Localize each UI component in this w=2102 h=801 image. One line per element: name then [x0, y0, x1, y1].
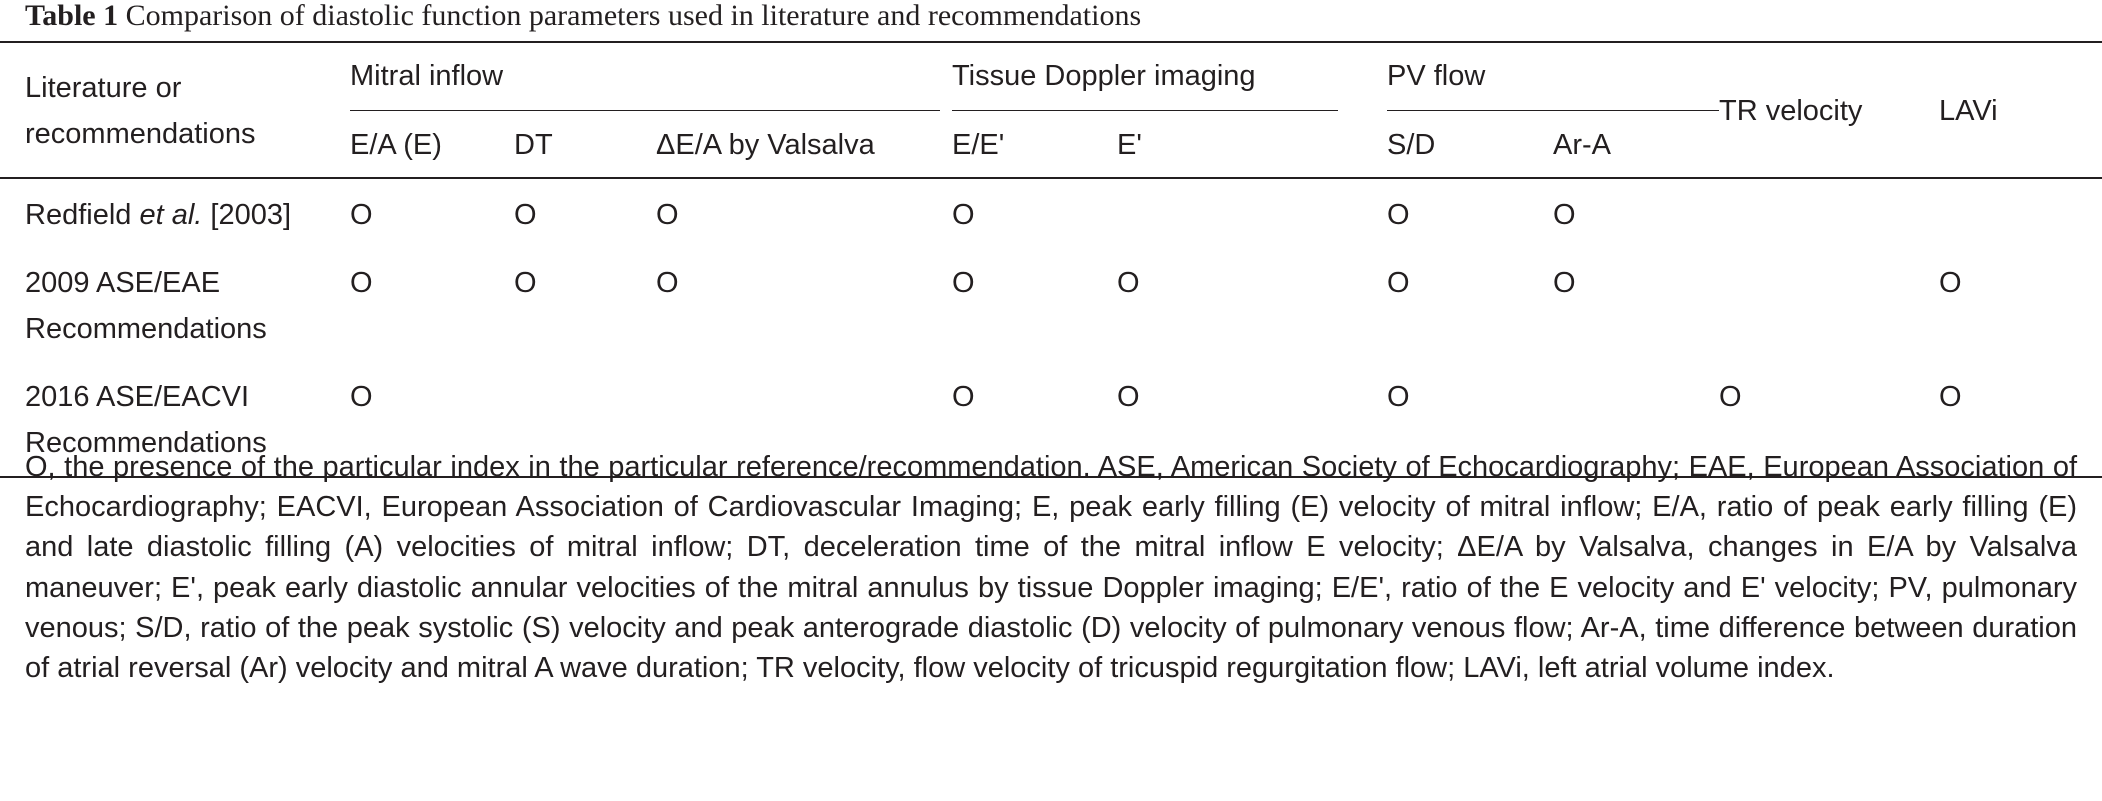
row-label-2016-line2: Recommendations — [25, 427, 267, 459]
mark-row1-valsalva: O — [656, 199, 679, 231]
mitral-group-rule — [350, 110, 940, 111]
header-tr-velocity: TR velocity — [1719, 95, 1863, 127]
header-ee: E/E' — [952, 129, 1005, 161]
row-author: Redfield — [25, 199, 132, 231]
group-mitral-inflow: Mitral inflow — [350, 60, 504, 92]
row-label-2009-line1: 2009 ASE/EAE — [25, 267, 221, 299]
mark-row2-sd: O — [1387, 267, 1410, 299]
mark-row2-lavi: O — [1939, 267, 1962, 299]
row-label-2016-line1: 2016 ASE/EACVI — [25, 381, 250, 413]
group-tissue-doppler: Tissue Doppler imaging — [952, 60, 1256, 92]
mark-row1-dt: O — [514, 199, 537, 231]
table-caption — [25, 0, 1141, 32]
mark-row1-ea: O — [350, 199, 373, 231]
row-etal: et al. — [139, 199, 203, 231]
mark-row1-ara: O — [1553, 199, 1576, 231]
header-literature-line2: recommendations — [25, 118, 256, 150]
header-e: E' — [1117, 129, 1142, 161]
mark-row2-dt: O — [514, 267, 537, 299]
header-literature-line1: Literature or — [25, 72, 182, 104]
header-dt: DT — [514, 129, 553, 161]
header-sd: S/D — [1387, 129, 1436, 161]
group-pv-flow: PV flow — [1387, 60, 1486, 92]
mark-row3-sd: O — [1387, 381, 1410, 413]
mark-row3-lavi: O — [1939, 381, 1962, 413]
mark-row2-ea: O — [350, 267, 373, 299]
row-label-2009-line2: Recommendations — [25, 313, 267, 345]
mark-row2-ee: O — [952, 267, 975, 299]
row-label-redfield — [25, 192, 291, 238]
mark-row2-e: O — [1117, 267, 1140, 299]
mark-row3-e: O — [1117, 381, 1140, 413]
header-lavi: LAVi — [1939, 95, 1998, 127]
header-valsalva: ΔE/A by Valsalva — [656, 129, 875, 161]
mark-row2-valsalva: O — [656, 267, 679, 299]
top-rule — [0, 41, 2102, 43]
table-footnote: O, the presence of the particular index in the particular reference/recommendation. ASE, American Society of Echocardiography; EAE, European Association of Echocardiography; EACVI, European Association of Cardiovascular Imaging; E, peak early filling (E) velocity of mitral inflow; E/A, ratio of peak early filling (E) and late diastolic filling (A) velocities of mitral inflow; DT, deceleration time of the mitral inflow E velocity; ΔE/A by Valsalva, changes in E/A by Valsalva maneuver; E', peak early diastolic annular velocities of the mitral annulus by tissue Doppler imaging; E/E', ratio of the E velocity and E' velocity; PV, pulmonary venous; S/D, ratio of the peak systolic (S) velocity and peak anterograde diastolic (D) velocity of pulmonary venous flow; Ar-A, time difference between duration of atrial reversal (Ar) velocity and mitral A wave duration; TR velocity, flow velocity of tricuspid regurgitation flow; LAVi, left atrial volume index. — [25, 451, 2077, 685]
mark-row1-ee: O — [952, 199, 975, 231]
mark-row3-tr: O — [1719, 381, 1742, 413]
table-title: Comparison of diastolic function parameters used in literature and recommendations — [125, 0, 1142, 32]
mark-row2-ara: O — [1553, 267, 1576, 299]
header-ea: E/A (E) — [350, 129, 442, 161]
header-bottom-rule — [0, 177, 2102, 179]
mark-row3-ea: O — [350, 381, 373, 413]
mark-row3-ee: O — [952, 381, 975, 413]
header-ara: Ar-A — [1553, 129, 1611, 161]
tdi-group-rule — [952, 110, 1338, 111]
pv-group-rule — [1387, 110, 1719, 111]
table-label: Table 1 — [25, 0, 119, 32]
row-year: [2003] — [210, 199, 292, 231]
mark-row1-sd: O — [1387, 199, 1410, 231]
